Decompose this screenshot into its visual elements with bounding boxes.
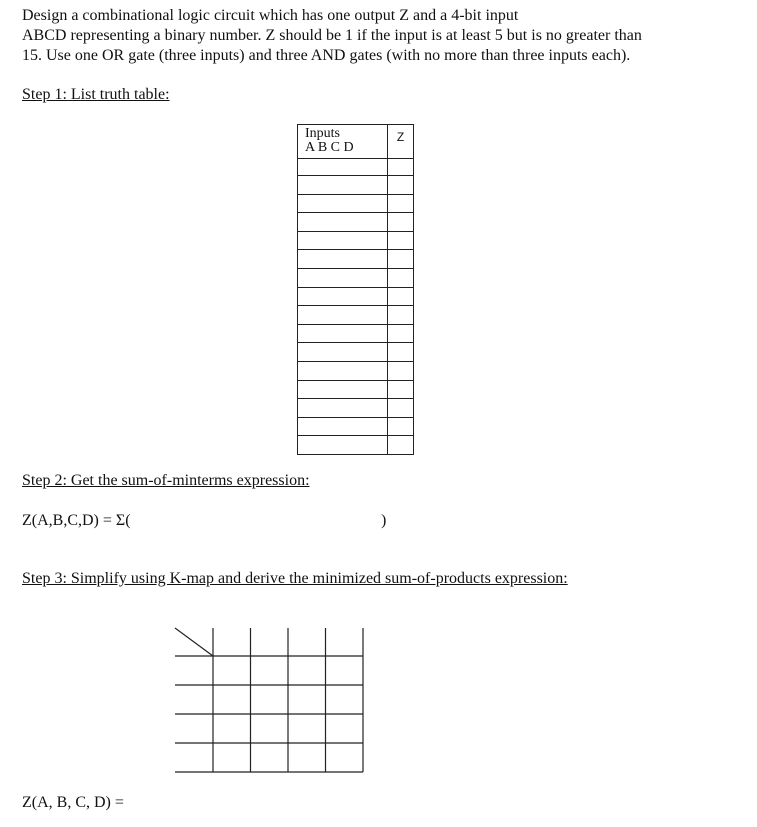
inputs-cell[interactable]: [298, 250, 388, 269]
minterm-expression-prefix: Z(A,B,C,D) = Σ(: [22, 512, 131, 529]
step1-heading: Step 1: List truth table:: [22, 86, 170, 103]
step2-heading: Step 2: Get the sum-of-minterms expression:: [22, 472, 310, 489]
inputs-cell[interactable]: [298, 268, 388, 287]
z-cell[interactable]: [388, 417, 414, 436]
inputs-cell[interactable]: [298, 213, 388, 232]
z-cell[interactable]: [388, 343, 414, 362]
table-row: [298, 194, 414, 213]
minterm-expression-suffix: ): [381, 512, 387, 529]
inputs-cell[interactable]: [298, 194, 388, 213]
table-row: [298, 250, 414, 269]
inputs-cell[interactable]: [298, 343, 388, 362]
truth-table: [297, 124, 414, 455]
z-cell[interactable]: [388, 399, 414, 418]
problem-line-3: 15. Use one OR gate (three inputs) and three AND gates (with no more than three inputs each).: [22, 47, 631, 64]
z-cell[interactable]: [388, 159, 414, 176]
table-row: [298, 436, 414, 455]
z-cell[interactable]: [388, 436, 414, 455]
z-cell[interactable]: [388, 380, 414, 399]
table-row: [298, 213, 414, 232]
inputs-cell[interactable]: [298, 306, 388, 325]
z-cell[interactable]: [388, 306, 414, 325]
table-row: [298, 287, 414, 306]
table-row: [298, 268, 414, 287]
inputs-cell[interactable]: [298, 361, 388, 380]
table-row: [298, 399, 414, 418]
inputs-cell[interactable]: [298, 159, 388, 176]
inputs-cell[interactable]: [298, 436, 388, 455]
table-row: [298, 306, 414, 325]
table-row: [298, 343, 414, 362]
z-cell[interactable]: [388, 231, 414, 250]
step3-heading: Step 3: Simplify using K-map and derive the minimized sum-of-products expression:: [22, 570, 568, 587]
table-row: [298, 324, 414, 343]
output-header: Z: [388, 125, 414, 159]
kmap-grid: [170, 624, 370, 776]
z-cell[interactable]: [388, 250, 414, 269]
table-row: [298, 361, 414, 380]
z-cell[interactable]: [388, 324, 414, 343]
inputs-cell[interactable]: [298, 176, 388, 195]
inputs-header-vars: A B C D: [305, 140, 354, 155]
z-cell[interactable]: [388, 176, 414, 195]
z-cell[interactable]: [388, 213, 414, 232]
truth-table-header: [298, 125, 414, 159]
table-row: [298, 159, 414, 176]
table-row: [298, 231, 414, 250]
inputs-cell[interactable]: [298, 231, 388, 250]
inputs-cell[interactable]: [298, 417, 388, 436]
z-cell[interactable]: [388, 194, 414, 213]
inputs-cell[interactable]: [298, 380, 388, 399]
inputs-cell[interactable]: [298, 287, 388, 306]
table-row: [298, 380, 414, 399]
result-expression-label: Z(A, B, C, D) =: [22, 794, 124, 811]
problem-line-2: ABCD representing a binary number. Z should be 1 if the input is at least 5 but is no greater than: [22, 27, 642, 44]
inputs-header: [298, 125, 388, 159]
z-cell[interactable]: [388, 287, 414, 306]
table-row: [298, 176, 414, 195]
problem-line-1: Design a combinational logic circuit which has one output Z and a 4-bit input: [22, 7, 519, 24]
table-row: [298, 417, 414, 436]
inputs-header-label: Inputs: [305, 126, 340, 141]
inputs-cell[interactable]: [298, 324, 388, 343]
inputs-cell[interactable]: [298, 399, 388, 418]
z-cell[interactable]: [388, 361, 414, 380]
z-cell[interactable]: [388, 268, 414, 287]
kmap-diagonal: [175, 628, 213, 656]
problem-statement: [22, 6, 742, 66]
